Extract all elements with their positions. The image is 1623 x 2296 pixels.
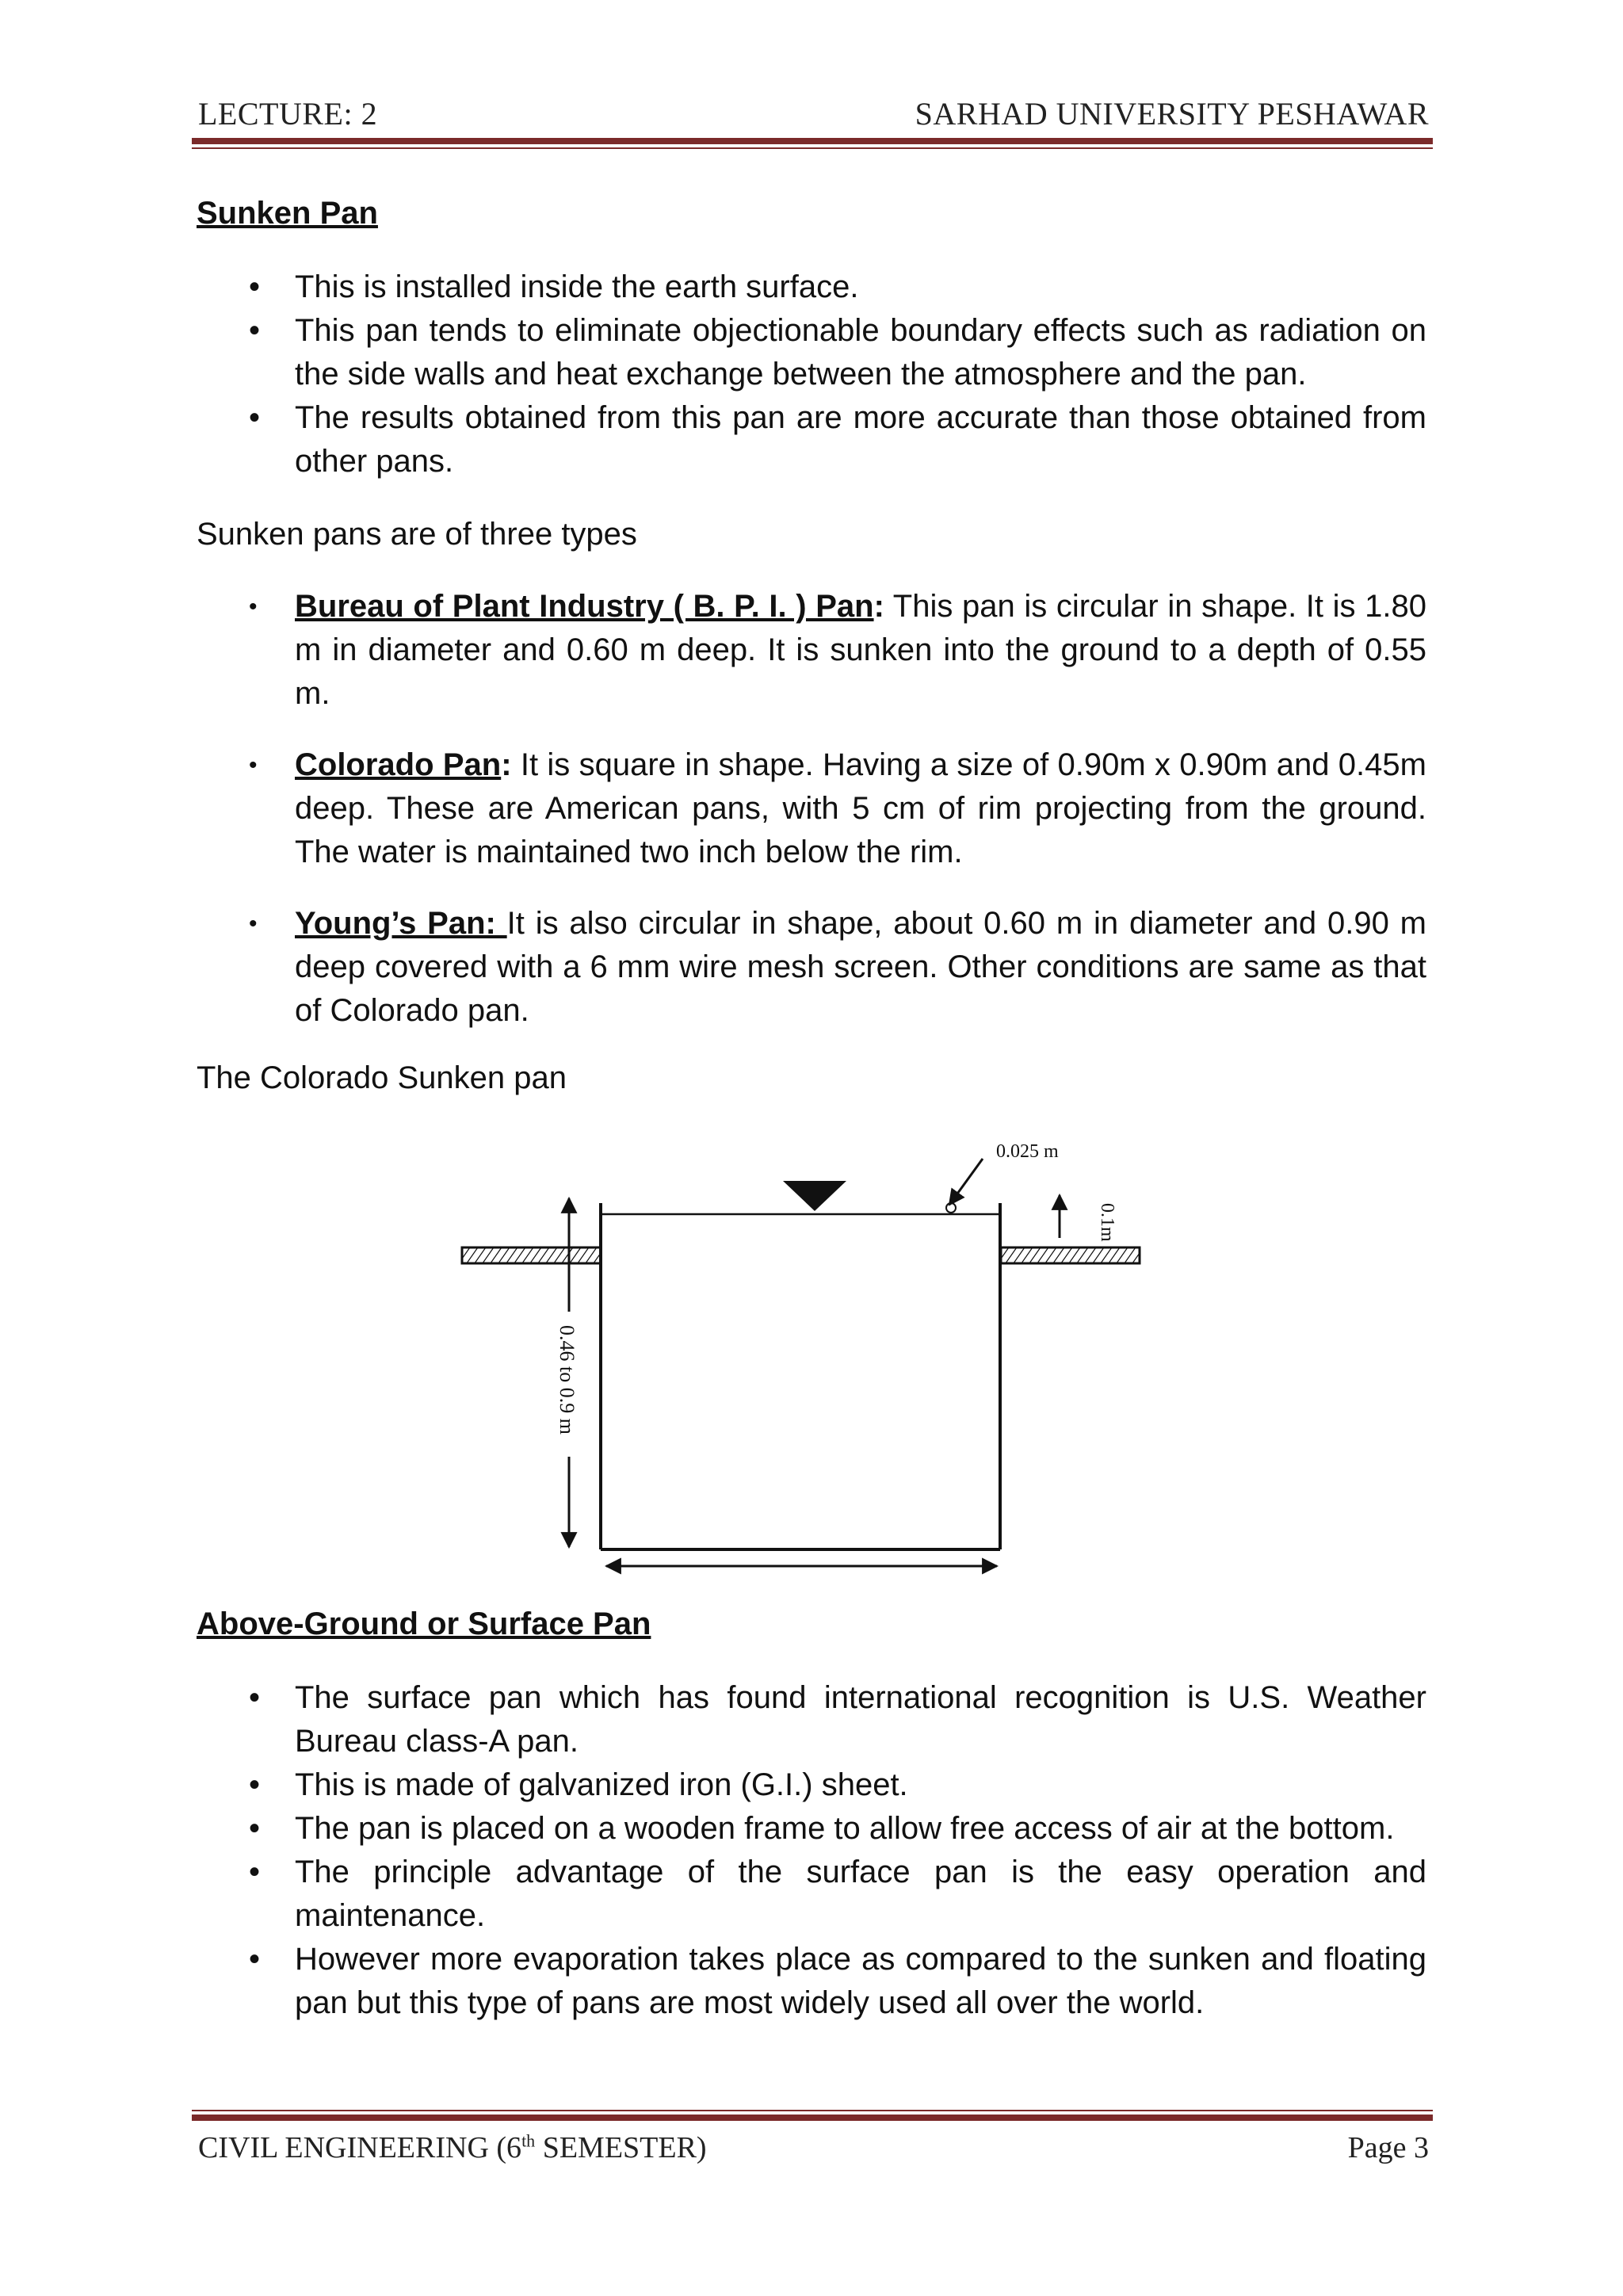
- bullet-icon: •: [249, 1855, 261, 1889]
- sunken-bullet-list: [197, 266, 1426, 483]
- types-intro: Sunken pans are of three types: [197, 517, 637, 552]
- pan-type-term: Colorado Pan: [295, 747, 502, 782]
- page-header: [197, 95, 1432, 135]
- bullet-icon: •: [249, 911, 258, 937]
- header-rule: [192, 138, 1433, 149]
- figure-caption: The Colorado Sunken pan: [197, 1060, 567, 1095]
- course-label: CIVIL ENGINEERING (6th SEMESTER): [198, 2130, 707, 2164]
- projection-label: 0.1m: [1097, 1203, 1117, 1242]
- list-item: • The surface pan which has found international recognition is U.S. Weather Bureau class-A pan.: [197, 1676, 1426, 1763]
- list-item: • The pan is placed on a wooden frame to allow free access of air at the bottom.: [197, 1807, 1426, 1851]
- bullet-icon: •: [249, 1680, 261, 1715]
- pan-type-description: It is square in shape. Having a size of 0.90m x 0.90m and 0.45m deep. These are American pans, with 5 cm of rim projecting from the ground. The water is maintained two inch below the rim.: [295, 747, 1426, 869]
- list-item: • However more evaporation takes place as compared to the sunken and floating pan but this type of pans are most widely used all over the world.: [197, 1938, 1426, 2025]
- list-item: • Bureau of Plant Industry ( B. P. I. ) Pan: This pan is circular in shape. It is 1.80 m in diameter and 0.60 m deep. It is sunken into the ground to a depth of 0.55 m.: [197, 585, 1426, 716]
- list-item: [197, 902, 1426, 1033]
- pan-type-term: Bureau of Plant Industry ( B. P. I. ) Pan: [295, 589, 874, 624]
- water-level-icon: [783, 1181, 846, 1211]
- ground-right: [1001, 1247, 1140, 1263]
- surface-bullet-list: [197, 1676, 1426, 2025]
- bullet-icon: •: [249, 1811, 261, 1846]
- bullet-icon: •: [249, 400, 261, 435]
- pan-type-description: It is also circular in shape, about 0.60 m in diameter and 0.90 m deep covered with a 6 mm wire mesh screen. Other conditions are same as that of Colorado pan.: [295, 906, 1426, 1028]
- bullet-icon: •: [249, 1942, 261, 1977]
- list-item: • The principle advantage of the surface pan is the easy operation and maintenance.: [197, 1851, 1426, 1938]
- list-item: • This is installed inside the earth surface.: [197, 266, 1426, 309]
- pan-type-term: Young’s Pan:: [295, 906, 507, 941]
- section-heading-sunken: Sunken Pan: [197, 196, 378, 231]
- depth-label: 0.46 to 0.9 m: [556, 1325, 579, 1435]
- bullet-icon: •: [249, 313, 261, 348]
- bullet-icon: •: [249, 594, 258, 620]
- rim-pointer: [949, 1159, 983, 1205]
- bullet-icon: •: [249, 752, 258, 778]
- page-number: Page 3: [1347, 2131, 1429, 2164]
- rim-label: 0.025 m: [996, 1141, 1059, 1162]
- bullet-icon: •: [249, 269, 261, 304]
- pan-type-description: This pan is circular in shape. It is 1.80 m in diameter and 0.60 m deep. It is sunken into the ground to a depth of 0.55 m.: [295, 589, 1426, 711]
- list-item: • This pan tends to eliminate objectionable boundary effects such as radiation on the side walls and heat exchange between the atmosphere and the pan.: [197, 309, 1426, 396]
- section-heading-surface: Above-Ground or Surface Pan: [197, 1606, 651, 1641]
- list-item: • The results obtained from this pan are more accurate than those obtained from other pans.: [197, 396, 1426, 483]
- ground-left: [462, 1247, 601, 1263]
- page-footer: [197, 2130, 1432, 2170]
- list-item: • Colorado Pan: It is square in shape. Having a size of 0.90m x 0.90m and 0.45m deep. These are American pans, with 5 cm of rim projecting from the ground. The water is maintained two inch below the rim.: [197, 743, 1426, 874]
- pan-types-list: [197, 585, 1426, 1060]
- list-item: • This is made of galvanized iron (G.I.) sheet.: [197, 1763, 1426, 1807]
- lecture-label: LECTURE: 2: [198, 96, 378, 132]
- footer-rule: [192, 2110, 1433, 2121]
- colorado-pan-diagram: [444, 1125, 1157, 1593]
- bullet-icon: •: [249, 1767, 261, 1802]
- university-name: SARHAD UNIVERSITY PESHAWAR: [915, 96, 1429, 132]
